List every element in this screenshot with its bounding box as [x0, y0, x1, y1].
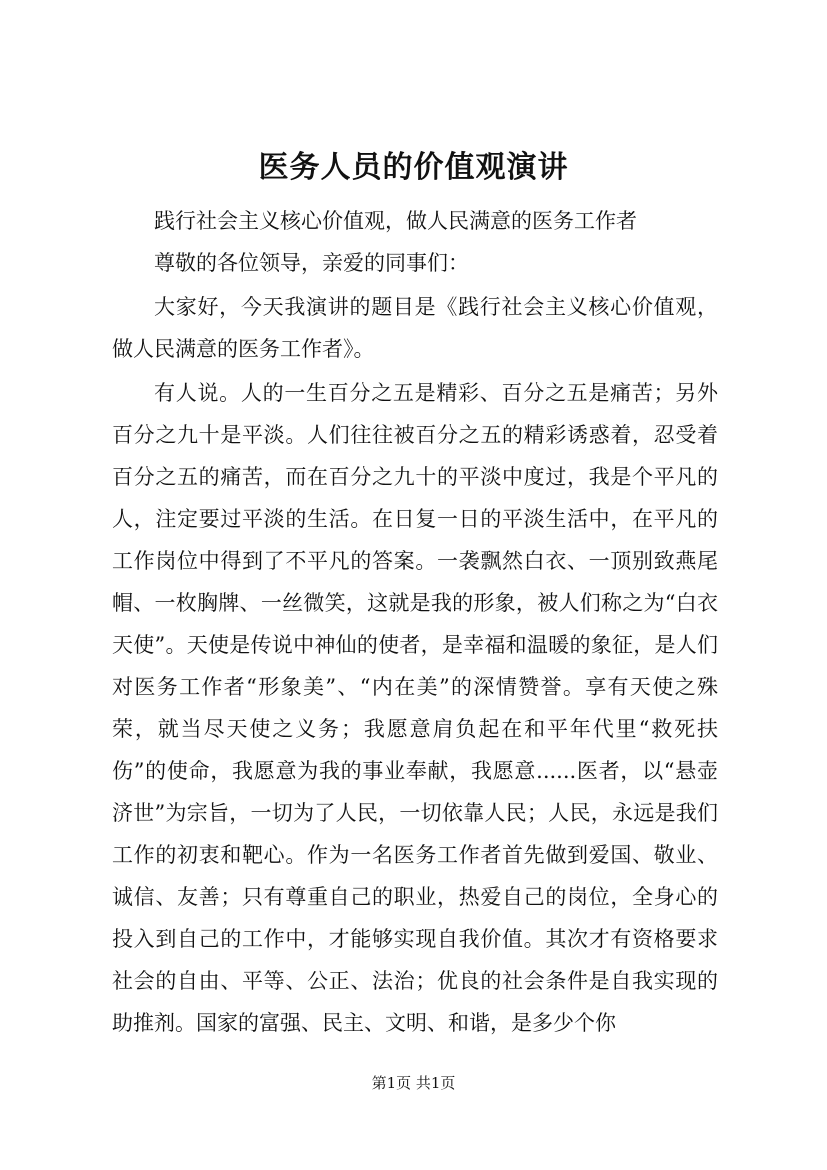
- salutation-paragraph: 尊敬的各位领导，亲爱的同事们：: [154, 251, 469, 275]
- document-body: [112, 200, 718, 1044]
- page-title: 医务人员的价值观演讲: [258, 150, 569, 185]
- page-footer: 第1页 共1页: [371, 1074, 456, 1092]
- intro-paragraph: 大家好，今天我演讲的题目是《践行社会主义核心价值观，做人民满意的医务工作者》。: [112, 295, 718, 361]
- subtitle-paragraph: 践行社会主义核心价值观，做人民满意的医务工作者: [154, 209, 637, 233]
- main-paragraph: 有人说。人的一生百分之五是精彩、百分之五是痛苦；另外百分之九十是平淡。人们往往被百分之五的精彩诱惑着，忍受着百分之五的痛苦，而在百分之九十的平淡中度过，我是个平凡的人，注定要过平淡的生活。在日复一日的平淡生活中，在平凡的工作岗位中得到了不平凡的答案。一袭飘然白衣、一顶别致燕尾帽、一枚胸牌、一丝微笑，这就是我的形象，被人们称之为“白衣天使”。天使是传说中神仙的使者，是幸福和温暖的象征，是人们对医务工作者“形象美”、“内在美”的深情赞誉。享有天使之殊荣，就当尽天使之义务；我愿意肩负起在和平年代里“救死扶伤”的使命，我愿意为我的事业奉献，我愿意......医者，以“悬壶济世”为宗旨，一切为了人民，一切依靠人民；人民，永远是我们工作的初衷和靶心。作为一名医务工作者首先做到爱国、敬业、诚信、友善；只有尊重自己的职业，热爱自己的岗位，全身心的投入到自己的工作中，才能够实现自我价值。其次才有资格要求社会的自由、平等、公正、法治；优良的社会条件是自我实现的助推剂。国家的富强、民主、文明、和谐，是多少个你: [112, 381, 718, 1035]
